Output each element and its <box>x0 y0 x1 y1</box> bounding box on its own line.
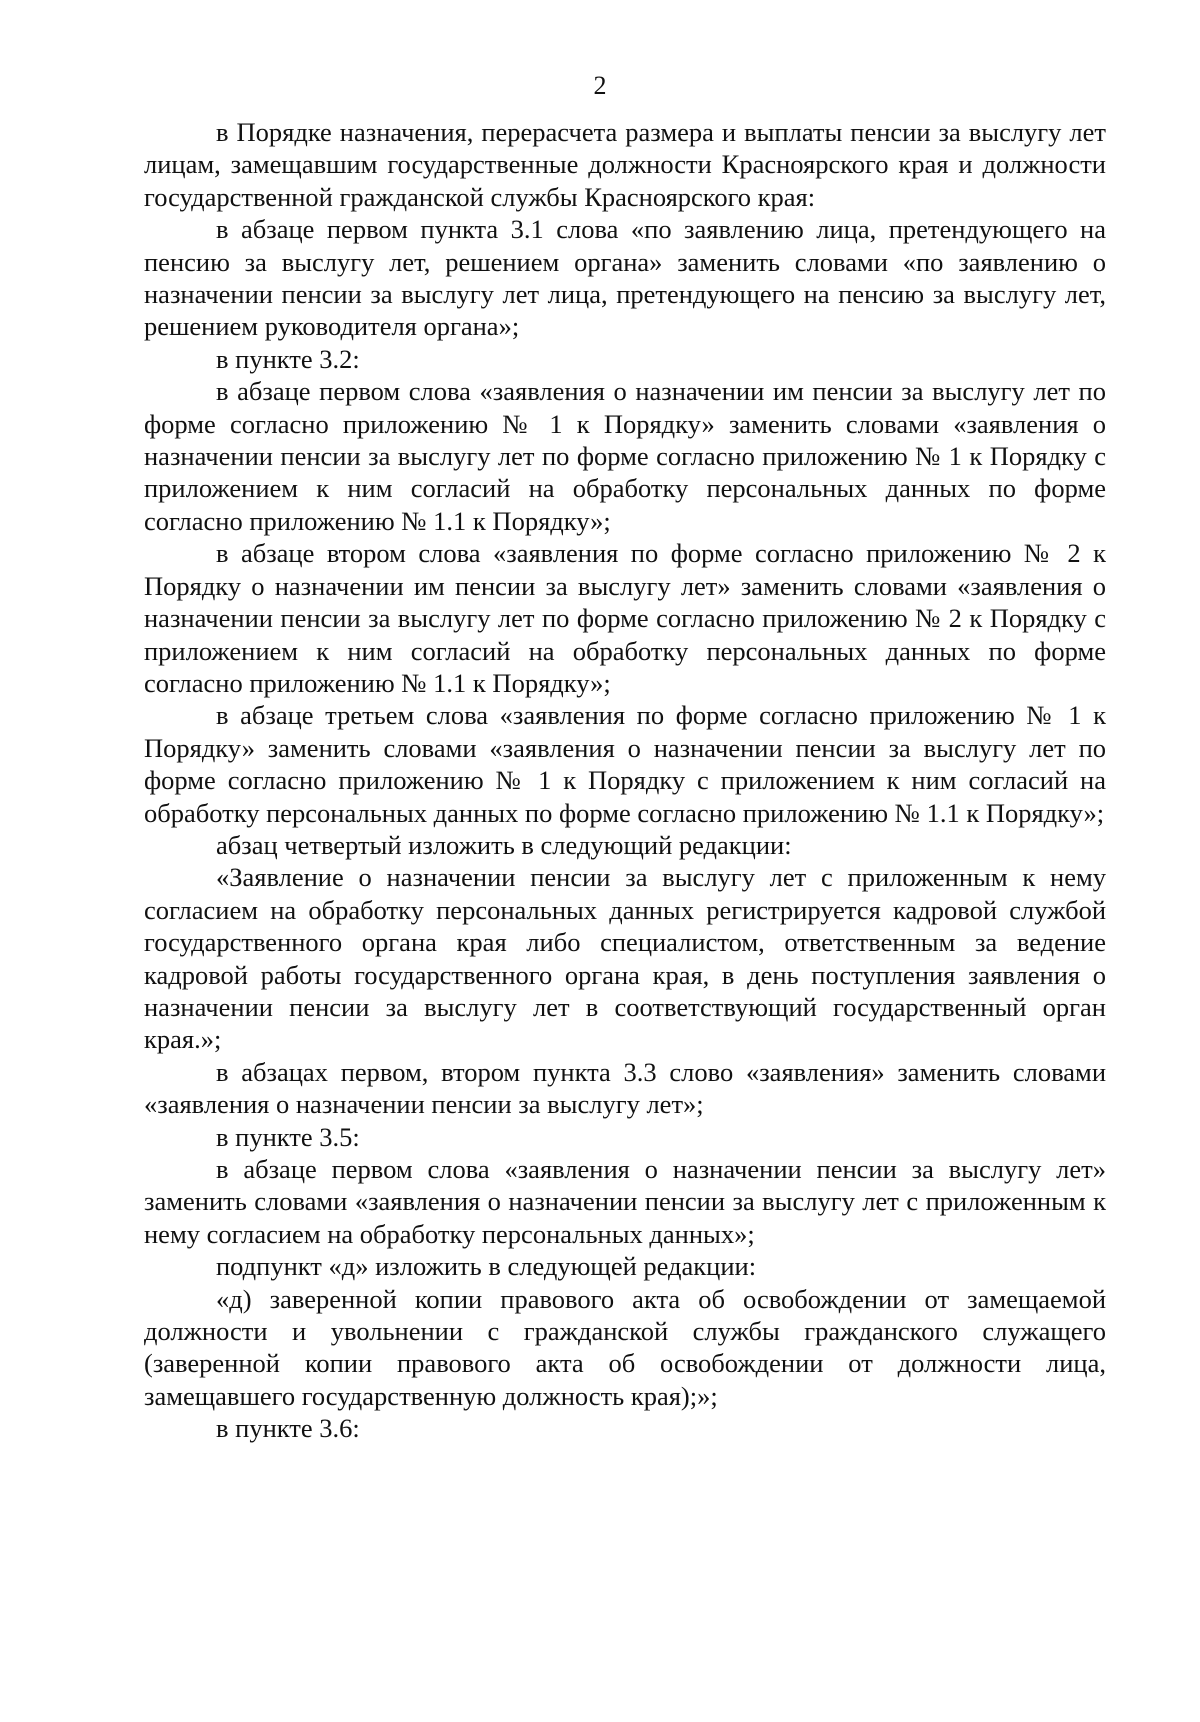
document-body <box>144 116 1106 1445</box>
paragraph-3-2-first: в абзаце первом слова «заявления о назначении им пенсии за выслугу лет по форме согласно приложению № 1 к Порядку» заменить словами «заявления о назначении пенсии за выслугу лет по форме согласно приложению № 1 к Порядку с приложением к ним согласий на обработку персональных данных по форме согласно приложению № 1.1 к Порядку»; <box>144 376 1106 536</box>
paragraph-3-5-first: в абзаце первом слова «заявления о назначении пенсии за выслугу лет» заменить словами «заявления о назначении пенсии за выслугу лет с приложенным к нему согласием на обработку персональных данных»; <box>144 1154 1106 1249</box>
paragraph-3-6-heading: в пункте 3.6: <box>216 1413 360 1444</box>
paragraph-3-2-fourth-text: «Заявление о назначении пенсии за выслугу лет с приложенным к нему согласием на обработку персональных данных регистрируется кадровой службой государственного органа края либо специалистом, ответственным за ведение кадровой работы государственного органа края, в день поступления заявления о назначении пенсии за выслугу лет в соответствующий государственный орган края.»; <box>144 862 1106 1055</box>
paragraph-3-2-heading: в пункте 3.2: <box>216 343 360 374</box>
page-number: 2 <box>593 71 607 100</box>
paragraph-3-3: в абзацах первом, втором пункта 3.3 слово «заявления» заменить словами «заявления о назначении пенсии за выслугу лет»; <box>144 1056 1106 1120</box>
paragraph-3-2-third: в абзаце третьем слова «заявления по форме согласно приложению № 1 к Порядку» заменить словами «заявления о назначении пенсии за выслугу лет по форме согласно приложению № 1 к Порядку с приложением к ним согласий на обработку персональных данных по форме согласно приложению № 1.1 к Порядку»; <box>144 700 1106 828</box>
paragraph-3-1: в абзаце первом пункта 3.1 слова «по заявлению лица, претендующего на пенсию за выслугу лет, решением органа» заменить словами «по заявлению о назначении пенсии за выслугу лет лица, претендующего на пенсию за выслугу лет, решением руководителя органа»; <box>144 214 1106 342</box>
paragraph-intro: в Порядке назначения, перерасчета размера и выплаты пенсии за выслугу лет лицам, замещавшим государственные должности Красноярского края и должности государственной гражданской службы Красноярского края: <box>144 117 1106 212</box>
paragraph-3-5-heading: в пункте 3.5: <box>216 1121 360 1152</box>
paragraph-3-2-fourth-heading: абзац четвертый изложить в следующий редакции: <box>216 829 792 860</box>
paragraph-3-2-second: в абзаце втором слова «заявления по форме согласно приложению № 2 к Порядку о назначении им пенсии за выслугу лет» заменить словами «заявления о назначении пенсии за выслугу лет по форме согласно приложению № 2 к Порядку с приложением к ним согласий на обработку персональных данных по форме согласно приложению № 1.1 к Порядку»; <box>144 538 1106 698</box>
paragraph-subpoint-d-heading: подпункт «д» изложить в следующей редакции: <box>216 1251 757 1282</box>
paragraph-subpoint-d-text: «д) заверенной копии правового акта об освобождении от замещаемой должности и увольнении с гражданской службы гражданского служащего (заверенной копии правового акта об освобождении от должности лица, замещавшего государственную должность края);»; <box>144 1283 1106 1411</box>
